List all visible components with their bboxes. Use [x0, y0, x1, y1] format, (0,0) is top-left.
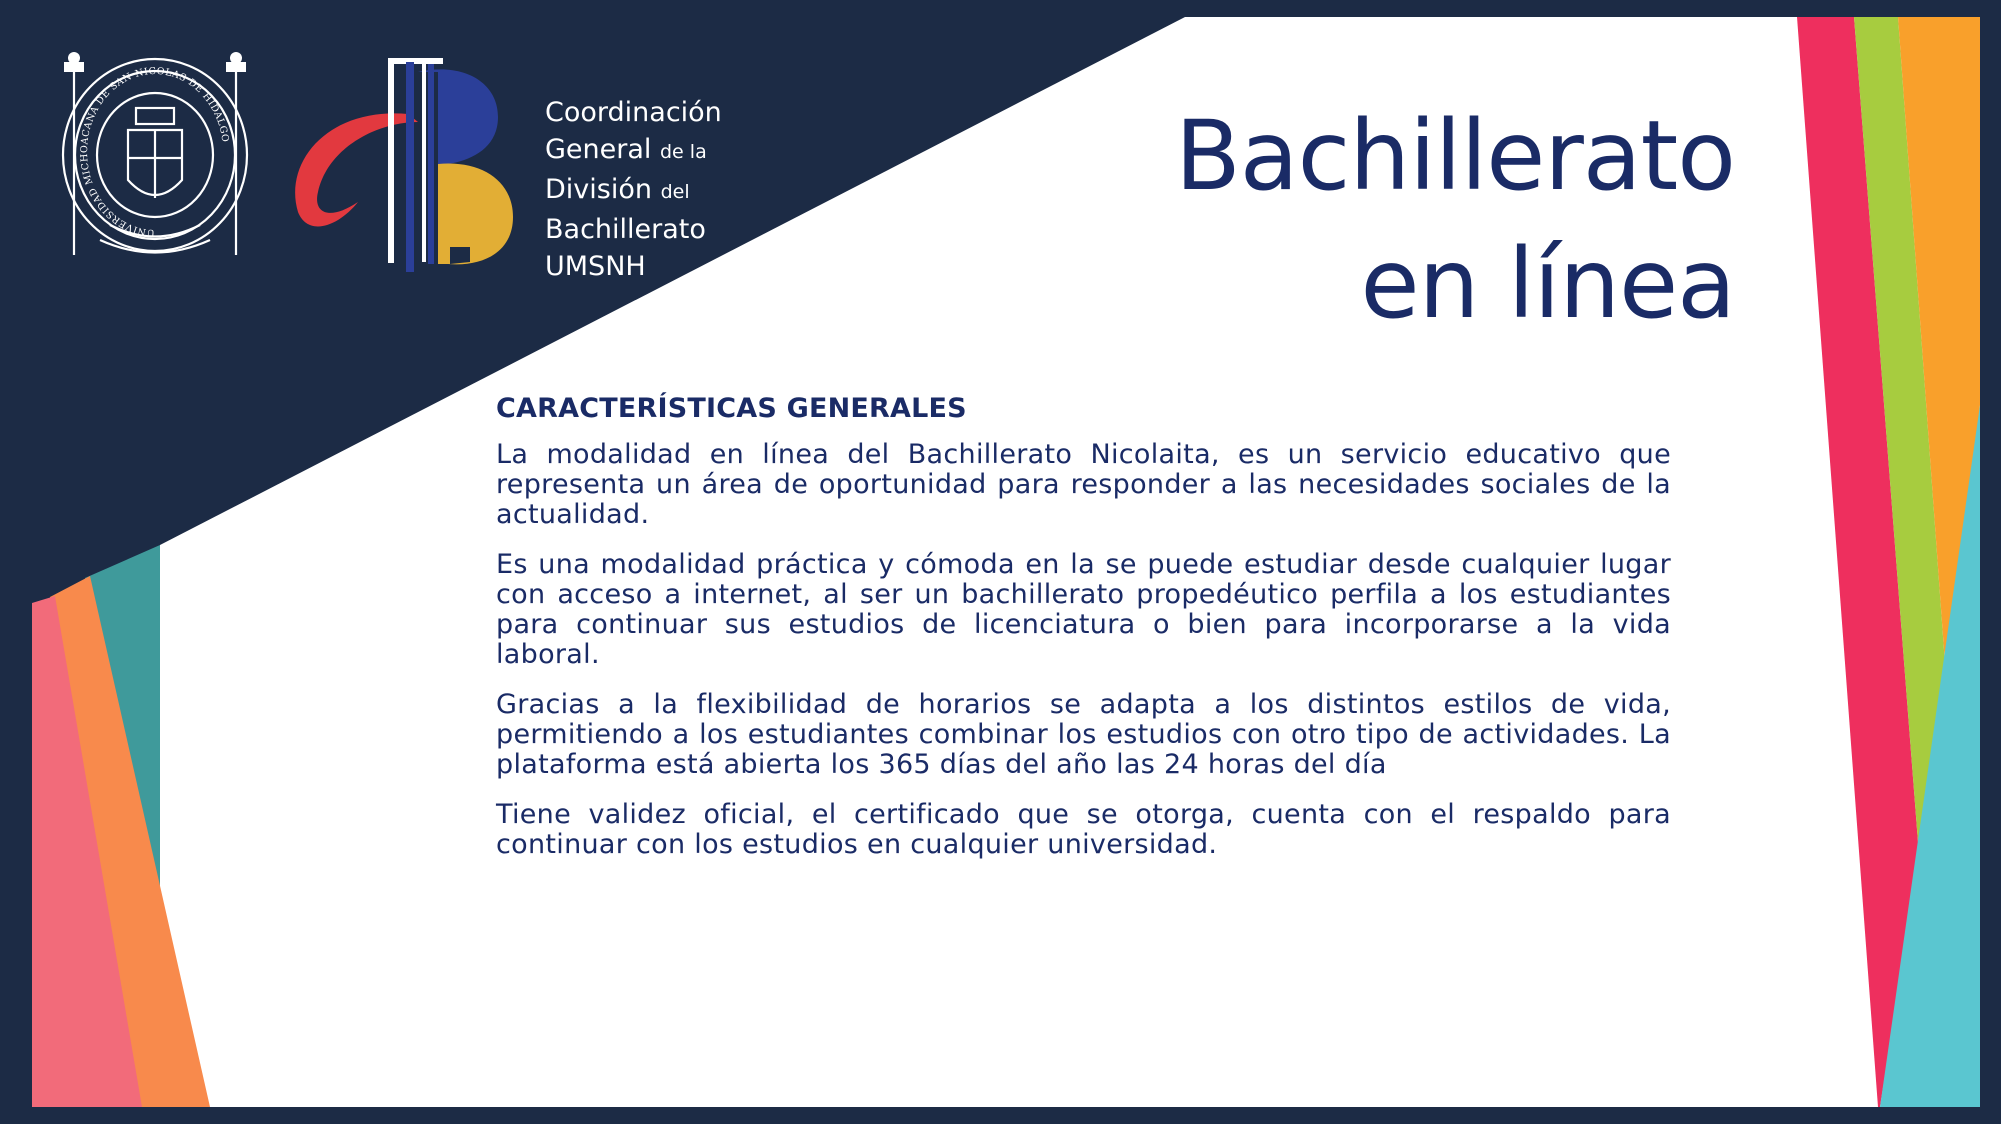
- cgdb-logo-icon: [288, 52, 528, 277]
- org-line-2-main: General: [545, 134, 652, 165]
- paragraph-1: La modalidad en línea del Bachillerato Nicolaita, es un servicio educativo que representa un área de oportunidad para responder a las necesidades sociales de la actualidad.: [496, 439, 1671, 530]
- section-heading: CARACTERÍSTICAS GENERALES: [496, 393, 967, 424]
- org-line-4: Bachillerato: [545, 214, 706, 245]
- org-line-3-main: División: [545, 174, 652, 205]
- org-line-3-small: del: [660, 181, 690, 203]
- paragraph-2: Es una modalidad práctica y cómoda en la se puede estudiar desde cualquier lugar con acceso a internet, al ser un bachillerato propedéutico perfila a los estudiantes para continuar sus estudios de licenciatura o bien para incorporarse a la vida laboral.: [496, 549, 1671, 670]
- org-line-3: [545, 171, 722, 211]
- page-title: [935, 92, 1735, 348]
- org-line-1: Coordinación: [545, 97, 722, 128]
- main-content: [496, 392, 1671, 880]
- org-line-2: [545, 131, 722, 171]
- university-emblem-icon: [50, 50, 260, 275]
- page-title-line-1: Bachillerato: [1174, 100, 1735, 212]
- paragraph-4: Tiene validez oficial, el certificado que se otorga, cuenta con el respaldo para continuar con los estudios en cualquier universidad.: [496, 799, 1671, 860]
- svg-text:UNIVERSIDAD MICHOACANA DE SAN: UNIVERSIDAD MICHOACANA DE SAN NICOLAS DE HIDALGO: [78, 65, 231, 239]
- organization-name: [545, 94, 722, 285]
- paragraph-3: Gracias a la flexibilidad de horarios se adapta a los distintos estilos de vida, permitiendo a los estudiantes combinar los estudios con otro tipo de actividades. La plataforma está abierta los 365 días del año las 24 horas del día: [496, 689, 1671, 780]
- page-title-line-2: en línea: [1360, 228, 1735, 340]
- org-line-2-small: de la: [660, 141, 707, 163]
- org-line-5: UMSNH: [545, 251, 646, 282]
